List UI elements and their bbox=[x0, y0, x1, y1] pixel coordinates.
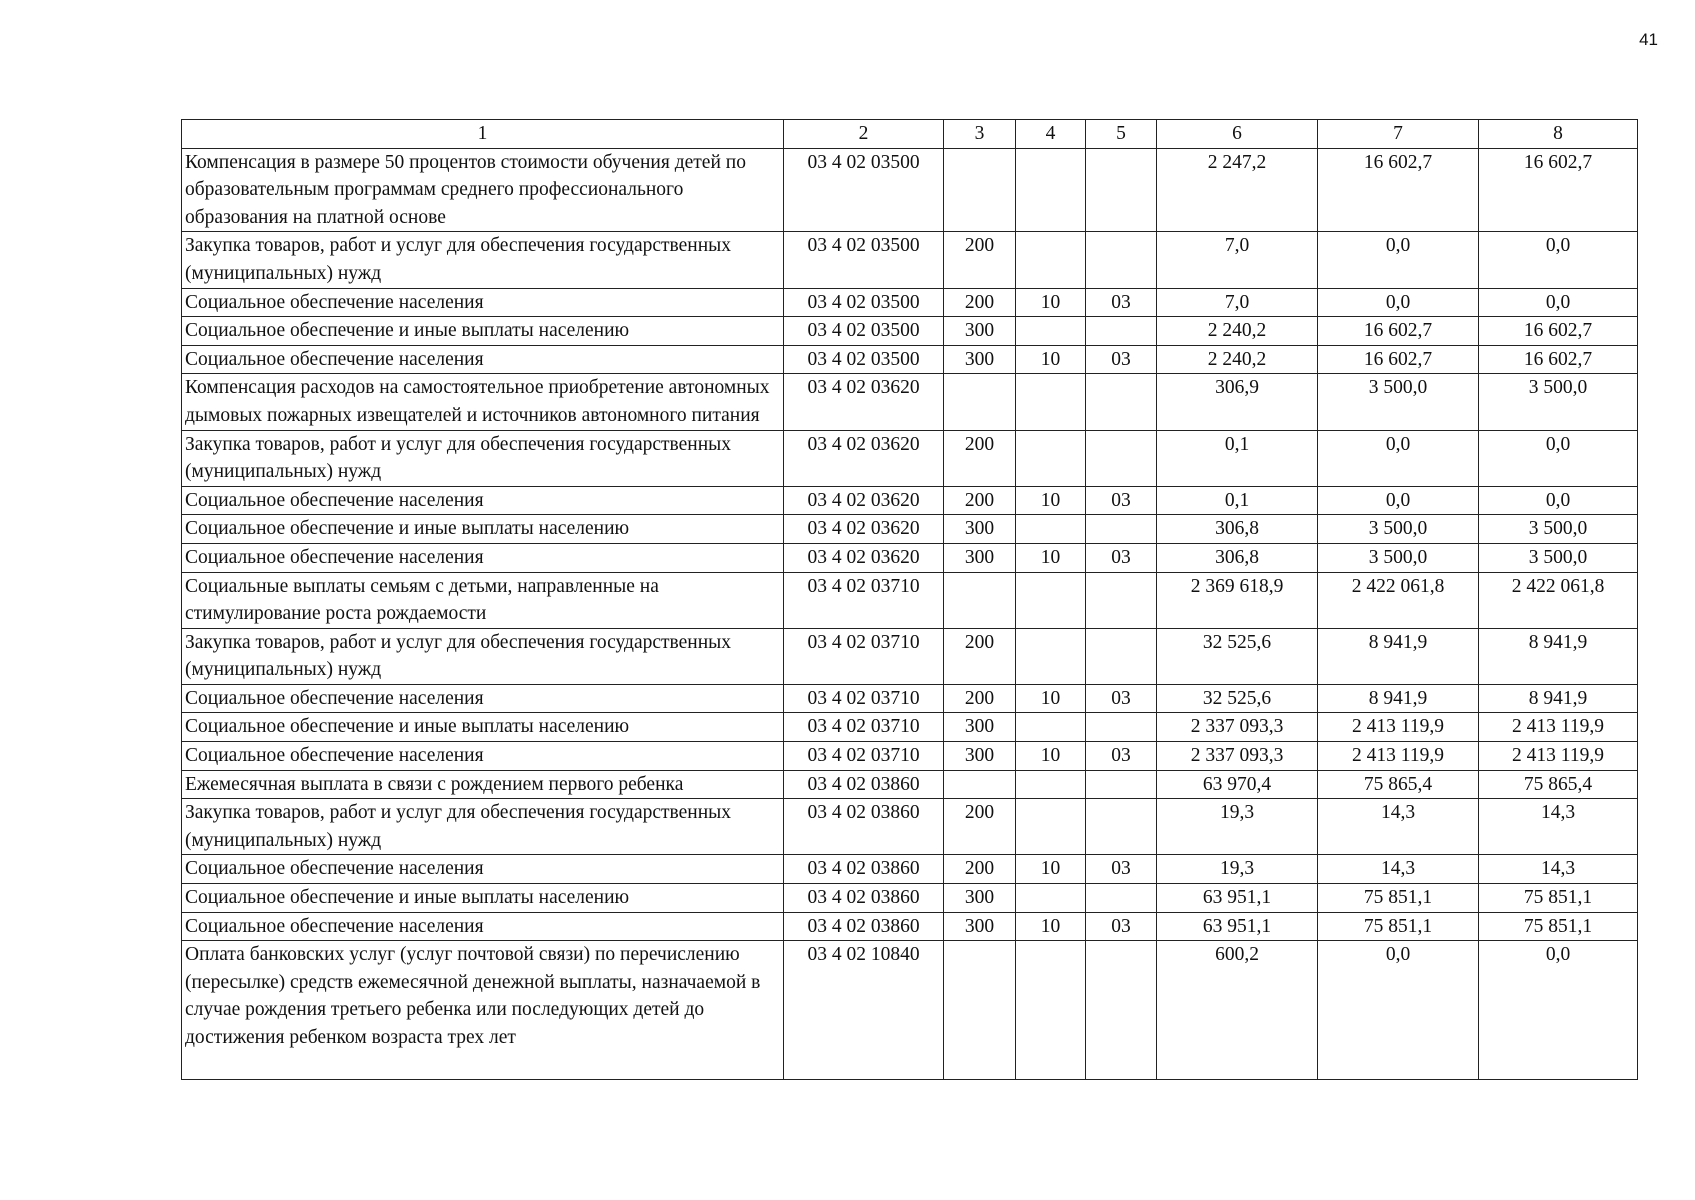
budget-table bbox=[181, 119, 1638, 1080]
row-subsection-cell bbox=[1086, 232, 1157, 288]
row-value-col6-cell: 32 525,6 bbox=[1157, 628, 1318, 684]
row-value-col8-cell: 14,3 bbox=[1479, 855, 1638, 884]
row-value-col6-cell: 63 951,1 bbox=[1157, 912, 1318, 941]
row-subsection-cell: 03 bbox=[1086, 345, 1157, 374]
row-subsection-cell: 03 bbox=[1086, 684, 1157, 713]
row-value-col7-cell: 0,0 bbox=[1318, 430, 1479, 486]
row-subsection-cell bbox=[1086, 770, 1157, 799]
row-name-cell: Социальное обеспечение населения bbox=[182, 543, 784, 572]
page-number: 41 bbox=[1639, 30, 1658, 49]
row-value-col7-cell: 2 413 119,9 bbox=[1318, 713, 1479, 742]
row-expense-type-cell bbox=[944, 770, 1016, 799]
header-cell-1: 1 bbox=[182, 120, 784, 149]
row-value-col8-cell: 14,3 bbox=[1479, 799, 1638, 855]
row-code-cell: 03 4 02 03710 bbox=[784, 713, 944, 742]
row-value-col8-cell: 3 500,0 bbox=[1479, 374, 1638, 430]
row-section-cell bbox=[1016, 941, 1086, 1079]
row-section-cell bbox=[1016, 713, 1086, 742]
header-cell-5: 5 bbox=[1086, 120, 1157, 149]
row-expense-type-cell: 300 bbox=[944, 912, 1016, 941]
row-section-cell: 10 bbox=[1016, 345, 1086, 374]
table-header bbox=[182, 120, 1638, 149]
row-name-cell: Социальные выплаты семьям с детьми, направленные на стимулирование роста рождаемости bbox=[182, 572, 784, 628]
row-code-cell: 03 4 02 03710 bbox=[784, 572, 944, 628]
row-value-col8-cell: 3 500,0 bbox=[1479, 515, 1638, 544]
header-cell-6: 6 bbox=[1157, 120, 1318, 149]
row-value-col7-cell: 2 422 061,8 bbox=[1318, 572, 1479, 628]
row-value-col6-cell: 19,3 bbox=[1157, 855, 1318, 884]
row-value-col6-cell: 2 369 618,9 bbox=[1157, 572, 1318, 628]
row-section-cell bbox=[1016, 430, 1086, 486]
row-expense-type-cell: 200 bbox=[944, 628, 1016, 684]
row-name-cell: Закупка товаров, работ и услуг для обеспечения государственных (муниципальных) нужд bbox=[182, 430, 784, 486]
row-expense-type-cell: 300 bbox=[944, 317, 1016, 346]
row-section-cell: 10 bbox=[1016, 288, 1086, 317]
row-section-cell bbox=[1016, 515, 1086, 544]
row-subsection-cell: 03 bbox=[1086, 486, 1157, 515]
row-code-cell: 03 4 02 03710 bbox=[784, 742, 944, 771]
header-cell-3: 3 bbox=[944, 120, 1016, 149]
row-value-col8-cell: 75 851,1 bbox=[1479, 884, 1638, 913]
row-code-cell: 03 4 02 03860 bbox=[784, 884, 944, 913]
row-value-col7-cell: 3 500,0 bbox=[1318, 515, 1479, 544]
row-section-cell bbox=[1016, 374, 1086, 430]
row-value-col6-cell: 600,2 bbox=[1157, 941, 1318, 1079]
table-row bbox=[182, 799, 1638, 855]
row-value-col6-cell: 63 970,4 bbox=[1157, 770, 1318, 799]
row-section-cell: 10 bbox=[1016, 912, 1086, 941]
row-code-cell: 03 4 02 03620 bbox=[784, 430, 944, 486]
table-row bbox=[182, 941, 1638, 1079]
row-value-col7-cell: 75 865,4 bbox=[1318, 770, 1479, 799]
row-value-col8-cell: 8 941,9 bbox=[1479, 628, 1638, 684]
header-cell-4: 4 bbox=[1016, 120, 1086, 149]
row-value-col6-cell: 306,9 bbox=[1157, 374, 1318, 430]
table-row bbox=[182, 317, 1638, 346]
row-name-cell: Социальное обеспечение населения bbox=[182, 742, 784, 771]
row-value-col6-cell: 306,8 bbox=[1157, 543, 1318, 572]
row-expense-type-cell: 300 bbox=[944, 742, 1016, 771]
table-row bbox=[182, 430, 1638, 486]
row-value-col8-cell: 75 851,1 bbox=[1479, 912, 1638, 941]
row-value-col7-cell: 14,3 bbox=[1318, 799, 1479, 855]
row-code-cell: 03 4 02 03500 bbox=[784, 345, 944, 374]
row-section-cell bbox=[1016, 799, 1086, 855]
row-subsection-cell: 03 bbox=[1086, 855, 1157, 884]
row-value-col7-cell: 8 941,9 bbox=[1318, 628, 1479, 684]
row-value-col8-cell: 16 602,7 bbox=[1479, 317, 1638, 346]
row-expense-type-cell: 200 bbox=[944, 486, 1016, 515]
row-subsection-cell bbox=[1086, 317, 1157, 346]
table-row bbox=[182, 374, 1638, 430]
row-value-col7-cell: 16 602,7 bbox=[1318, 317, 1479, 346]
row-name-cell: Социальное обеспечение населения bbox=[182, 912, 784, 941]
row-code-cell: 03 4 02 03860 bbox=[784, 855, 944, 884]
row-value-col8-cell: 2 413 119,9 bbox=[1479, 742, 1638, 771]
row-value-col6-cell: 7,0 bbox=[1157, 232, 1318, 288]
row-subsection-cell: 03 bbox=[1086, 912, 1157, 941]
row-code-cell: 03 4 02 03710 bbox=[784, 684, 944, 713]
row-name-cell: Закупка товаров, работ и услуг для обеспечения государственных (муниципальных) нужд bbox=[182, 799, 784, 855]
header-row bbox=[182, 120, 1638, 149]
table-row bbox=[182, 148, 1638, 232]
row-name-cell: Социальное обеспечение и иные выплаты населению bbox=[182, 317, 784, 346]
table-row bbox=[182, 572, 1638, 628]
row-section-cell bbox=[1016, 572, 1086, 628]
row-value-col6-cell: 2 240,2 bbox=[1157, 345, 1318, 374]
table-body bbox=[182, 148, 1638, 1079]
header-cell-8: 8 bbox=[1479, 120, 1638, 149]
row-name-cell: Социальное обеспечение и иные выплаты населению bbox=[182, 884, 784, 913]
row-value-col7-cell: 0,0 bbox=[1318, 232, 1479, 288]
row-value-col6-cell: 0,1 bbox=[1157, 430, 1318, 486]
row-name-cell: Ежемесячная выплата в связи с рождением первого ребенка bbox=[182, 770, 784, 799]
row-value-col6-cell: 2 247,2 bbox=[1157, 148, 1318, 232]
header-cell-2: 2 bbox=[784, 120, 944, 149]
row-value-col8-cell: 16 602,7 bbox=[1479, 148, 1638, 232]
row-code-cell: 03 4 02 03860 bbox=[784, 912, 944, 941]
row-subsection-cell bbox=[1086, 884, 1157, 913]
row-value-col8-cell: 0,0 bbox=[1479, 486, 1638, 515]
row-value-col8-cell: 3 500,0 bbox=[1479, 543, 1638, 572]
table-row bbox=[182, 855, 1638, 884]
row-value-col8-cell: 75 865,4 bbox=[1479, 770, 1638, 799]
row-section-cell bbox=[1016, 148, 1086, 232]
row-expense-type-cell: 300 bbox=[944, 713, 1016, 742]
row-name-cell: Социальное обеспечение населения bbox=[182, 345, 784, 374]
row-name-cell: Социальное обеспечение населения bbox=[182, 288, 784, 317]
row-code-cell: 03 4 02 10840 bbox=[784, 941, 944, 1079]
row-section-cell: 10 bbox=[1016, 486, 1086, 515]
row-value-col8-cell: 2 422 061,8 bbox=[1479, 572, 1638, 628]
row-expense-type-cell bbox=[944, 148, 1016, 232]
row-value-col8-cell: 0,0 bbox=[1479, 232, 1638, 288]
row-section-cell bbox=[1016, 628, 1086, 684]
row-code-cell: 03 4 02 03620 bbox=[784, 374, 944, 430]
row-subsection-cell bbox=[1086, 713, 1157, 742]
row-expense-type-cell: 300 bbox=[944, 543, 1016, 572]
row-value-col6-cell: 306,8 bbox=[1157, 515, 1318, 544]
row-name-cell: Компенсация в размере 50 процентов стоимости обучения детей по образовательным программам среднего профессионального образования на платной основе bbox=[182, 148, 784, 232]
row-code-cell: 03 4 02 03500 bbox=[784, 288, 944, 317]
table-row bbox=[182, 713, 1638, 742]
row-name-cell: Компенсация расходов на самостоятельное приобретение автономных дымовых пожарных извещателей и источников автономного питания bbox=[182, 374, 784, 430]
row-expense-type-cell: 200 bbox=[944, 799, 1016, 855]
row-subsection-cell bbox=[1086, 374, 1157, 430]
row-value-col6-cell: 19,3 bbox=[1157, 799, 1318, 855]
row-value-col8-cell: 2 413 119,9 bbox=[1479, 713, 1638, 742]
row-value-col6-cell: 0,1 bbox=[1157, 486, 1318, 515]
row-value-col8-cell: 0,0 bbox=[1479, 288, 1638, 317]
row-expense-type-cell: 300 bbox=[944, 345, 1016, 374]
row-expense-type-cell: 200 bbox=[944, 430, 1016, 486]
row-subsection-cell: 03 bbox=[1086, 288, 1157, 317]
row-subsection-cell bbox=[1086, 515, 1157, 544]
table-row bbox=[182, 486, 1638, 515]
row-value-col6-cell: 32 525,6 bbox=[1157, 684, 1318, 713]
table-row bbox=[182, 912, 1638, 941]
row-name-cell: Социальное обеспечение и иные выплаты населению bbox=[182, 713, 784, 742]
row-name-cell: Социальное обеспечение населения bbox=[182, 486, 784, 515]
row-value-col6-cell: 2 337 093,3 bbox=[1157, 742, 1318, 771]
row-expense-type-cell bbox=[944, 941, 1016, 1079]
row-code-cell: 03 4 02 03620 bbox=[784, 543, 944, 572]
row-value-col7-cell: 75 851,1 bbox=[1318, 884, 1479, 913]
row-code-cell: 03 4 02 03500 bbox=[784, 232, 944, 288]
row-value-col7-cell: 75 851,1 bbox=[1318, 912, 1479, 941]
row-name-cell: Социальное обеспечение населения bbox=[182, 855, 784, 884]
row-section-cell: 10 bbox=[1016, 543, 1086, 572]
row-value-col7-cell: 16 602,7 bbox=[1318, 345, 1479, 374]
row-expense-type-cell: 300 bbox=[944, 515, 1016, 544]
row-name-cell: Оплата банковских услуг (услуг почтовой связи) по перечислению (пересылке) средств ежемесячной денежной выплаты, назначаемой в случае рождения третьего ребенка или последующих детей до достижения ребенком возраста трех лет bbox=[182, 941, 784, 1079]
table-row bbox=[182, 515, 1638, 544]
row-name-cell: Социальное обеспечение населения bbox=[182, 684, 784, 713]
row-value-col7-cell: 0,0 bbox=[1318, 288, 1479, 317]
table-row bbox=[182, 684, 1638, 713]
row-value-col7-cell: 14,3 bbox=[1318, 855, 1479, 884]
row-subsection-cell bbox=[1086, 628, 1157, 684]
row-value-col6-cell: 2 337 093,3 bbox=[1157, 713, 1318, 742]
table-row bbox=[182, 543, 1638, 572]
row-code-cell: 03 4 02 03710 bbox=[784, 628, 944, 684]
row-expense-type-cell: 300 bbox=[944, 884, 1016, 913]
row-subsection-cell bbox=[1086, 572, 1157, 628]
row-code-cell: 03 4 02 03500 bbox=[784, 148, 944, 232]
row-expense-type-cell bbox=[944, 374, 1016, 430]
header-cell-7: 7 bbox=[1318, 120, 1479, 149]
row-section-cell: 10 bbox=[1016, 855, 1086, 884]
row-subsection-cell bbox=[1086, 148, 1157, 232]
row-code-cell: 03 4 02 03500 bbox=[784, 317, 944, 346]
table-row bbox=[182, 742, 1638, 771]
row-code-cell: 03 4 02 03620 bbox=[784, 515, 944, 544]
row-value-col7-cell: 3 500,0 bbox=[1318, 543, 1479, 572]
row-value-col7-cell: 2 413 119,9 bbox=[1318, 742, 1479, 771]
row-section-cell: 10 bbox=[1016, 742, 1086, 771]
row-section-cell bbox=[1016, 770, 1086, 799]
row-value-col6-cell: 7,0 bbox=[1157, 288, 1318, 317]
row-code-cell: 03 4 02 03860 bbox=[784, 770, 944, 799]
row-name-cell: Закупка товаров, работ и услуг для обеспечения государственных (муниципальных) нужд bbox=[182, 232, 784, 288]
row-expense-type-cell: 200 bbox=[944, 855, 1016, 884]
row-value-col7-cell: 16 602,7 bbox=[1318, 148, 1479, 232]
table-row bbox=[182, 288, 1638, 317]
table-row bbox=[182, 884, 1638, 913]
row-section-cell bbox=[1016, 232, 1086, 288]
row-value-col8-cell: 16 602,7 bbox=[1479, 345, 1638, 374]
row-subsection-cell bbox=[1086, 799, 1157, 855]
row-code-cell: 03 4 02 03620 bbox=[784, 486, 944, 515]
row-expense-type-cell: 200 bbox=[944, 684, 1016, 713]
row-value-col7-cell: 8 941,9 bbox=[1318, 684, 1479, 713]
row-section-cell: 10 bbox=[1016, 684, 1086, 713]
row-value-col7-cell: 3 500,0 bbox=[1318, 374, 1479, 430]
row-code-cell: 03 4 02 03860 bbox=[784, 799, 944, 855]
row-expense-type-cell bbox=[944, 572, 1016, 628]
row-value-col8-cell: 8 941,9 bbox=[1479, 684, 1638, 713]
row-name-cell: Социальное обеспечение и иные выплаты населению bbox=[182, 515, 784, 544]
row-subsection-cell: 03 bbox=[1086, 742, 1157, 771]
row-value-col6-cell: 63 951,1 bbox=[1157, 884, 1318, 913]
row-value-col7-cell: 0,0 bbox=[1318, 941, 1479, 1079]
row-value-col7-cell: 0,0 bbox=[1318, 486, 1479, 515]
row-subsection-cell: 03 bbox=[1086, 543, 1157, 572]
row-section-cell bbox=[1016, 884, 1086, 913]
row-value-col6-cell: 2 240,2 bbox=[1157, 317, 1318, 346]
row-expense-type-cell: 200 bbox=[944, 288, 1016, 317]
table-row bbox=[182, 770, 1638, 799]
row-subsection-cell bbox=[1086, 430, 1157, 486]
table-row bbox=[182, 345, 1638, 374]
table-row bbox=[182, 628, 1638, 684]
row-value-col8-cell: 0,0 bbox=[1479, 941, 1638, 1079]
row-name-cell: Закупка товаров, работ и услуг для обеспечения государственных (муниципальных) нужд bbox=[182, 628, 784, 684]
table-row bbox=[182, 232, 1638, 288]
row-subsection-cell bbox=[1086, 941, 1157, 1079]
row-expense-type-cell: 200 bbox=[944, 232, 1016, 288]
row-value-col8-cell: 0,0 bbox=[1479, 430, 1638, 486]
row-section-cell bbox=[1016, 317, 1086, 346]
